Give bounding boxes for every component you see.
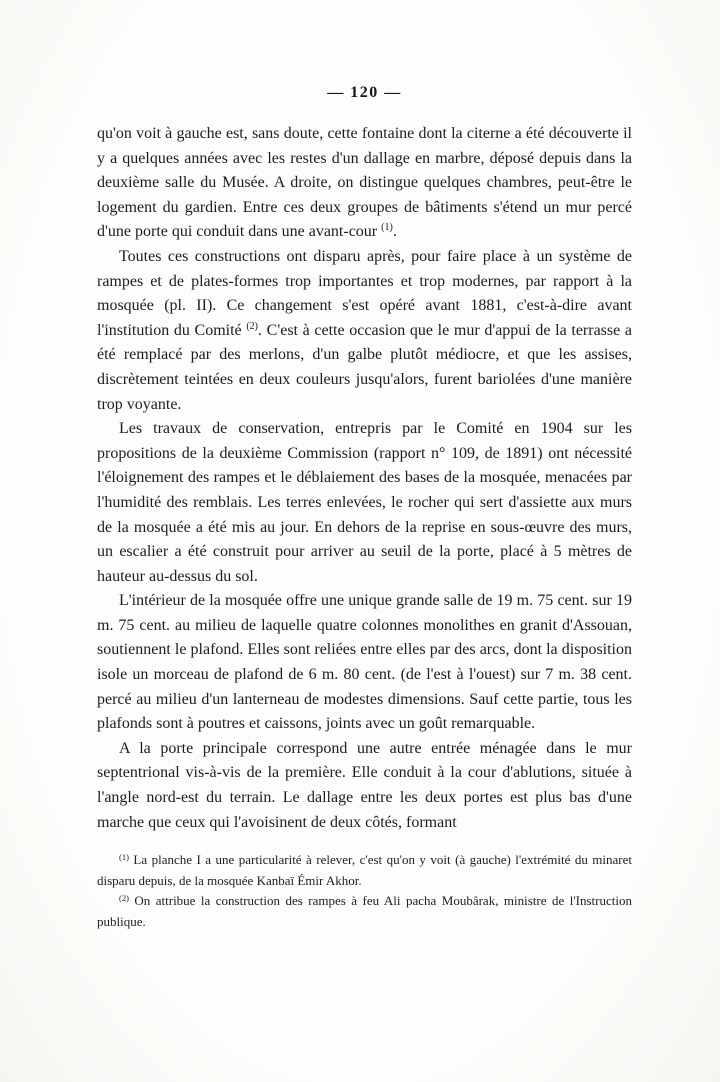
footnote-2-text: On attribue la construction des rampes à feu Ali pacha Moubârak, ministre de l'Instruction publique. xyxy=(97,893,632,929)
paragraph-1-text-end: . xyxy=(392,223,397,241)
footnote-2 xyxy=(97,891,632,932)
paragraph-4: L'intérieur de la mosquée offre une unique grande salle de 19 m. 75 cent. sur 19 m. 75 cent. au milieu de laquelle quatre colonnes monolithes en granit d'Assouan, soutiennent le plafond. Elles sont reliées entre elles par des arcs, dont la disposition isole un morceau de plafond de 6 m. 80 cent. (de l'est à l'ouest) sur 7 m. 38 cent. percé au milieu d'un lanterneau de modestes dimensions. Sauf cette partie, tous les plafonds sont à poutres et caissons, joints avec un goût remarquable. xyxy=(97,592,632,733)
text-block xyxy=(97,122,632,835)
footnote-ref-2: (2) xyxy=(246,320,258,332)
footnote-2-marker: (2) xyxy=(119,893,129,904)
paragraph-3: Les travaux de conservation, entrepris par le Comité en 1904 sur les propositions de la deuxième Commission (rapport n° 109, de 1891) ont nécessité l'éloignement des rampes et le déblaiement des bases de la mosquée, menacées par l'humidité des remblais. Les terres enlevées, le rocher qui sert d'assiette aux murs de la mosquée a été mis au jour. En dehors de la reprise en sous-œuvre des murs, un escalier a été construit pour arriver au seuil de la porte, placé à 5 mètres de hauteur au-dessus du sol. xyxy=(97,420,632,585)
paragraph-1 xyxy=(97,122,632,245)
footnote-1-marker: (1) xyxy=(119,852,129,863)
paragraph-1-text: qu'on voit à gauche est, sans doute, cette fontaine dont la citerne a été découverte il y a quelques années avec les restes d'un dallage en marbre, déposé depuis dans la deuxième salle du Musée. A droite, on distingue quelques chambres, peut-être le logement du gardien. Entre ces deux groupes de bâtiments s'étend un mur percé d'une porte qui conduit dans une avant-cour xyxy=(97,125,632,241)
paragraph-5: A la porte principale correspond une autre entrée ménagée dans le mur septentrional vis-à-vis de la première. Elle conduit à la cour d'ablutions, située à l'angle nord-est du terrain. Le dallage entre les deux portes est plus bas d'une marche que ceux qui l'avoisinent de deux côtés, formant xyxy=(97,739,632,831)
page-number: — 120 — xyxy=(327,84,402,101)
paragraph-2-text-end: . C'est à cette occasion que le mur d'appui de la terrasse a été remplacé par des merlons, d'un galbe plutôt médiocre, et que les assises, discrètement teintées en deux couleurs jusqu'alors, furent bariolées d'une manière trop voyante. xyxy=(97,321,632,413)
paragraph-2 xyxy=(97,245,632,417)
footnote-1-text: La planche I a une particularité à relever, c'est qu'on y voit (à gauche) l'extrémité du minaret disparu depuis, de la mosquée Kanbaï Émir Akhor. xyxy=(97,852,632,888)
paragraph-2-text: Toutes ces constructions ont disparu après, pour faire place à un système de rampes et de plates-formes trop importantes et trop modernes, par rapport à la mosquée (pl. II). Ce changement s'est opéré avant 1881, c'est-à-dire avant l'institution du Comité xyxy=(97,247,632,339)
footnotes-block xyxy=(97,850,632,932)
footnote-ref-1: (1) xyxy=(381,222,393,234)
footnote-1 xyxy=(97,850,632,891)
